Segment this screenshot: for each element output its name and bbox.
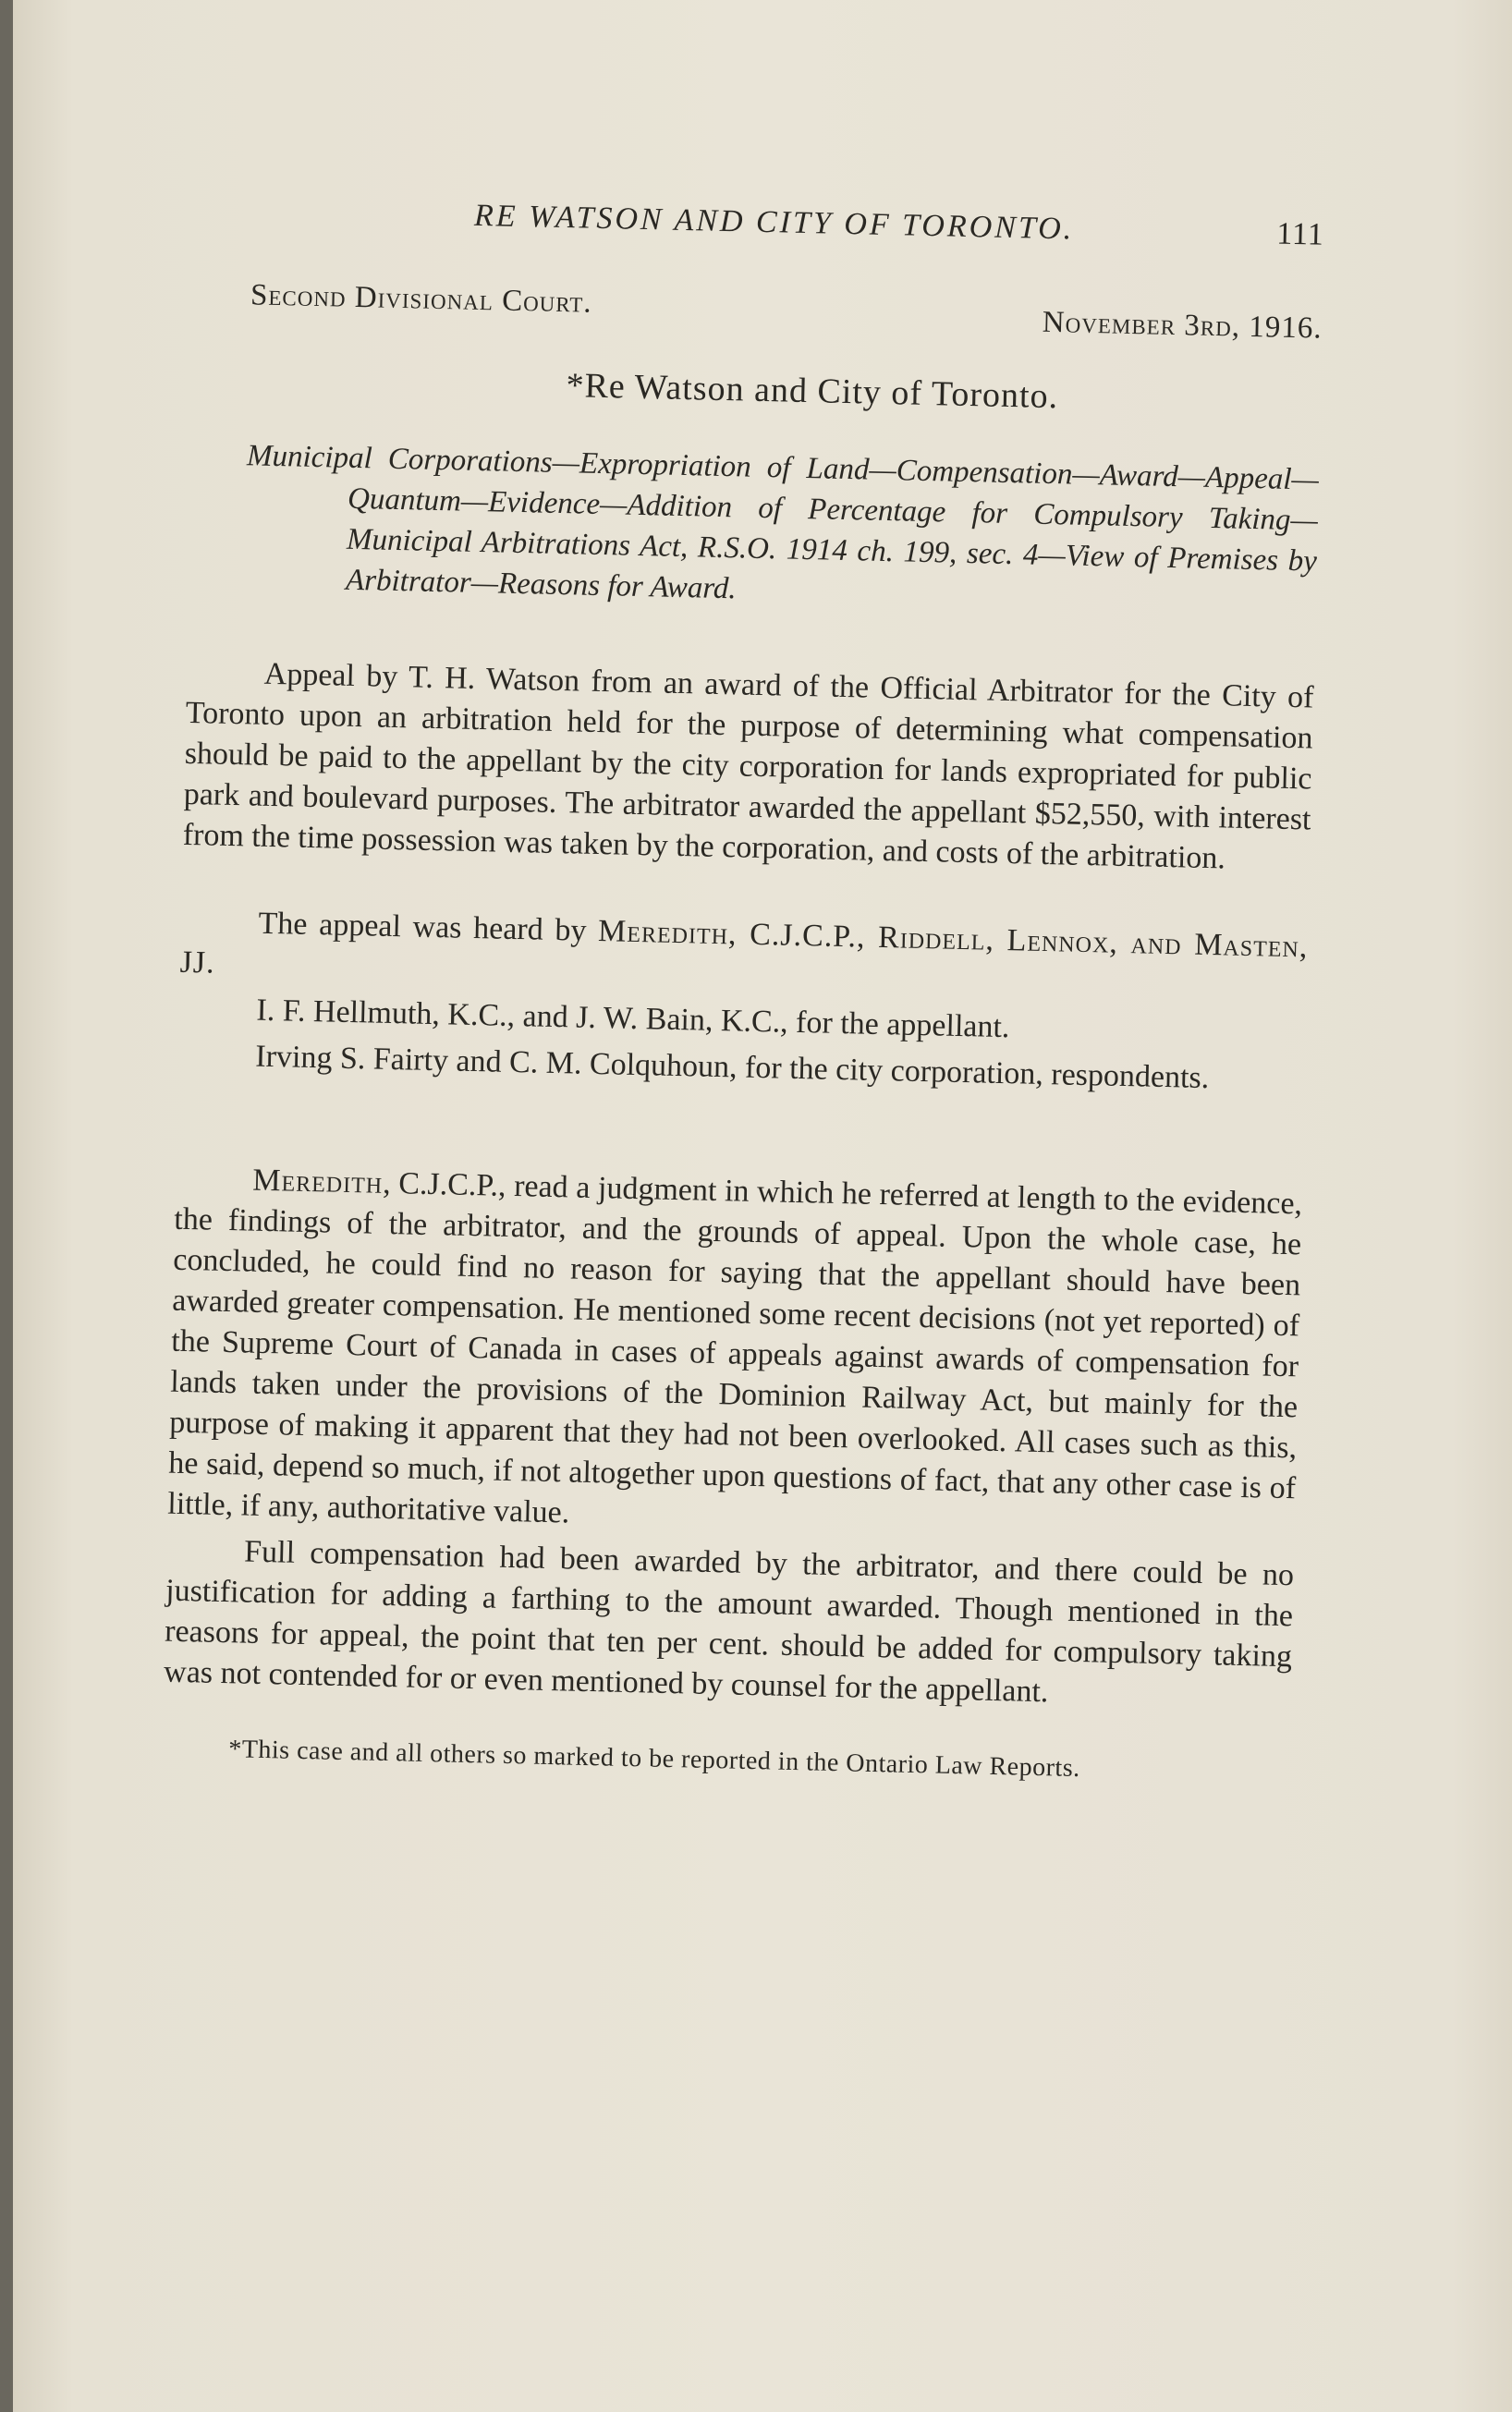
- page-text-block: [162, 176, 1335, 1790]
- headnote: Municipal Corporations—Expropriation of Land—Compensation—Award—Appeal—Quantum—Evidence—Addition of Percentage for Compulsory Taking—Municipal Arbitrations Act, R.S.O. 1914 ch. 199, sec. 4—View of Premises by Arbitrator—Reasons for Award.: [246, 439, 1320, 606]
- page-number: 111: [1275, 216, 1325, 252]
- court-name: Second Divisional Court.: [250, 278, 593, 320]
- running-head: [196, 176, 1334, 266]
- footnote: *This case and all others so marked to be reported in the Ontario Law Reports.: [228, 1735, 1081, 1784]
- judgment-paragraph-1: [167, 1159, 1303, 1551]
- judgment-paragraph-2: Full compensation had been awarded by the arbitrator, and there could be no justification for adding a farthing to the amount awarded. Though mentioned in the reasons for appeal, the point that ten per cent. should be added for compulsory taking was not contended for or even mentioned by counsel for the appellant.: [163, 1534, 1295, 1710]
- running-title: RE WATSON AND CITY OF TORONTO.: [473, 198, 1075, 247]
- book-page: [13, 0, 1512, 2412]
- decision-date: November 3rd, 1916.: [1042, 305, 1323, 346]
- case-title: *Re Watson and City of Toronto.: [566, 366, 1059, 417]
- judge-name: Meredith: [251, 1163, 384, 1200]
- judgment-paragraph-1-text: , C.J.C.P., read a judgment in which he referred at length to the evidence, the findings of the arbitrator, and the grounds of appeal. Upon the whole case, he concluded, he could find no reason for saying that the appellant should have been awarded greater compensation. He mentioned some recent decisions (not yet reported) of the Supreme Court of Canada in cases of appeals against awards of compensation for lands taken under the provisions of the Dominion Railway Act, but mainly for the purpose of making it apparent that they had not been overlooked. All cases such as this, he said, depend so much, if not altogether upon questions of fact, that any other case is of little, if any, authoritative value.: [166, 1165, 1303, 1530]
- statement-paragraph: Appeal by T. H. Watson from an award of the Official Arbitrator for the City of Toronto upon an arbitration held for the purpose of determining what compensation should be paid to the appellant by the city corporation for lands expropriated for public park and boulevard purposes. The arbitrator awarded the appellant $52,550, with interest from the time possession was taken by the corporation, and costs of the arbitration.: [182, 656, 1314, 876]
- counsel-respondents: Irving S. Fairty and C. M. Colquhoun, for the city corporation, respondents.: [254, 1039, 1210, 1096]
- court-line: [194, 277, 1332, 372]
- counsel-appellant: I. F. Hellmuth, K.C., and J. W. Bain, K.C., for the appellant.: [256, 993, 1010, 1045]
- hearing-judges: Meredith, C.J.C.P., Riddell, Lennox, and Masten, JJ.: [179, 914, 1309, 981]
- hearing-intro: The appeal was heard by: [258, 906, 599, 949]
